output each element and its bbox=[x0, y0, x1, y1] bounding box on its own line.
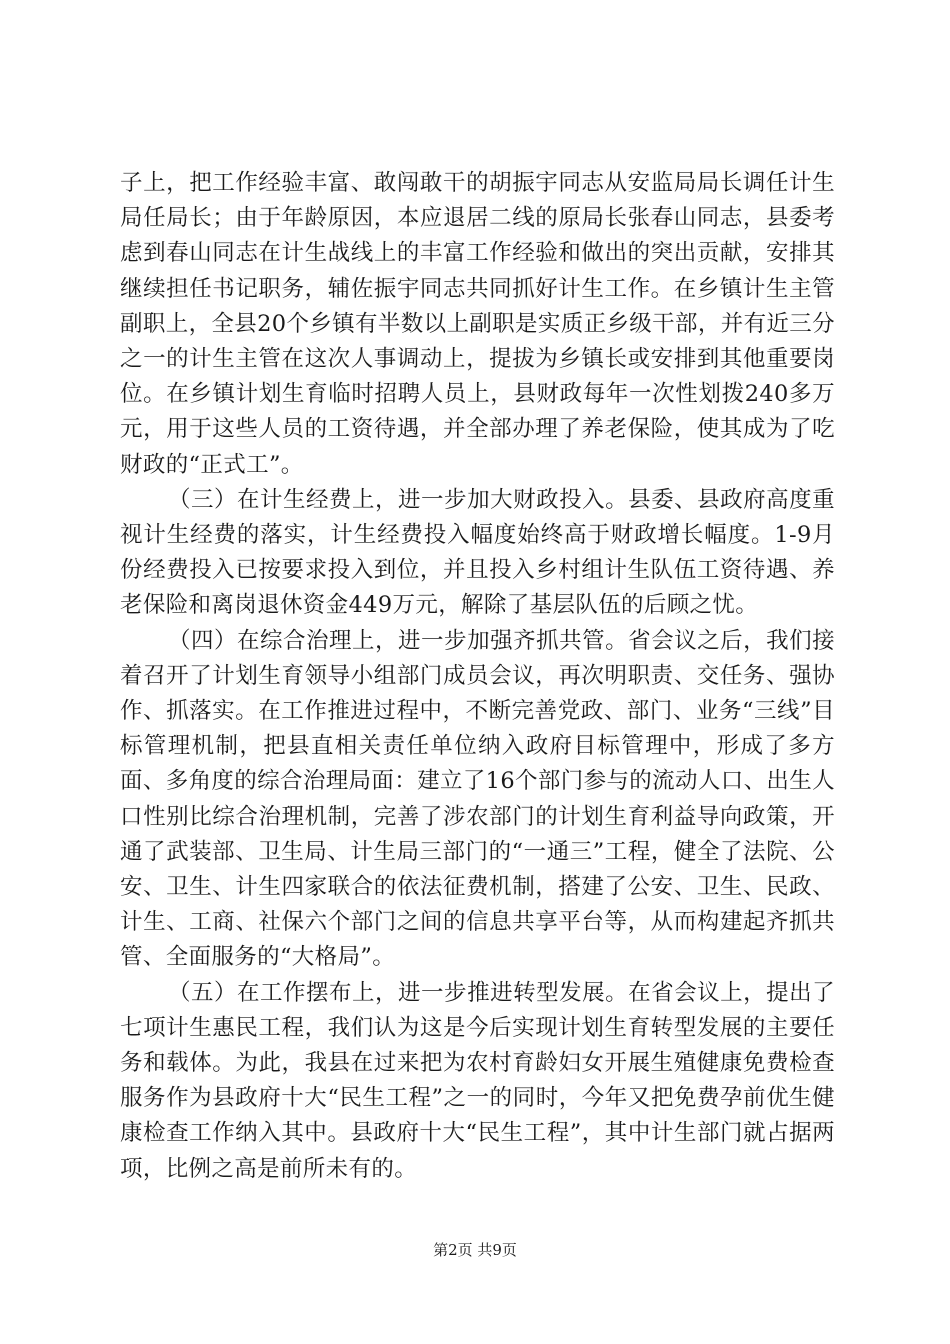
paragraph-continuation: 子上，把工作经验丰富、敢闯敢干的胡振宇同志从安监局局长调任计生局任局长；由于年龄原因，本应退居二线的原局长张春山同志，县委考虑到春山同志在计生战线上的丰富工作经验和做出的突出贡献，安排其继续担任书记职务，辅佐振宇同志共同抓好计生工作。在乡镇计生主管副职上，全县20个乡镇有半数以上副职是实质正乡级干部，并有近三分之一的计生主管在这次人事调动上，提拔为乡镇长或安排到其他重要岗位。在乡镇计划生育临时招聘人员上，县财政每年一次性划拨240多万元，用于这些人员的工资待遇，并全部办理了养老保险，使其成为了吃财政的“正式工”。 bbox=[120, 170, 835, 478]
document-body bbox=[120, 166, 835, 1187]
paragraph-section-3: （三）在计生经费上，进一步加大财政投入。县委、县政府高度重视计生经费的落实，计生经费投入幅度始终高于财政增长幅度。1-9月份经费投入已按要求投入到位，并且投入乡村组计生队伍工资待遇、养老保险和离岗退休资金449万元，解除了基层队伍的后顾之忧。 bbox=[120, 486, 835, 619]
paragraph-section-4: （四）在综合治理上，进一步加强齐抓共管。省会议之后，我们接着召开了计划生育领导小组部门成员会议，再次明职责、交任务、强协作、抓落实。在工作推进过程中，不断完善党政、部门、业务“三线”目标管理机制，把县直相关责任单位纳入政府目标管理中，形成了多方面、多角度的综合治理局面：建立了16个部门参与的流动人口、出生人口性别比综合治理机制，完善了涉农部门的计划生育利益导向政策，开通了武装部、卫生局、计生局三部门的“一通三”工程，健全了法院、公安、卫生、计生四家联合的依法征费机制，搭建了公安、卫生、民政、计生、工商、社保六个部门之间的信息共享平台等，从而构建起齐抓共管、全面服务的“大格局”。 bbox=[120, 627, 835, 971]
paragraph-section-5: （五）在工作摆布上，进一步推进转型发展。在省会议上，提出了七项计生惠民工程，我们认为这是今后实现计划生育转型发展的主要任务和载体。为此，我县在过来把为农村育龄妇女开展生殖健康免费检查服务作为县政府十大“民生工程”之一的同时，今年又把免费孕前优生健康检查工作纳入其中。县政府十大“民生工程”，其中计生部门就占据两项，比例之高是前所未有的。 bbox=[120, 979, 835, 1182]
page-number-footer: 第2页 共9页 bbox=[433, 1241, 517, 1259]
